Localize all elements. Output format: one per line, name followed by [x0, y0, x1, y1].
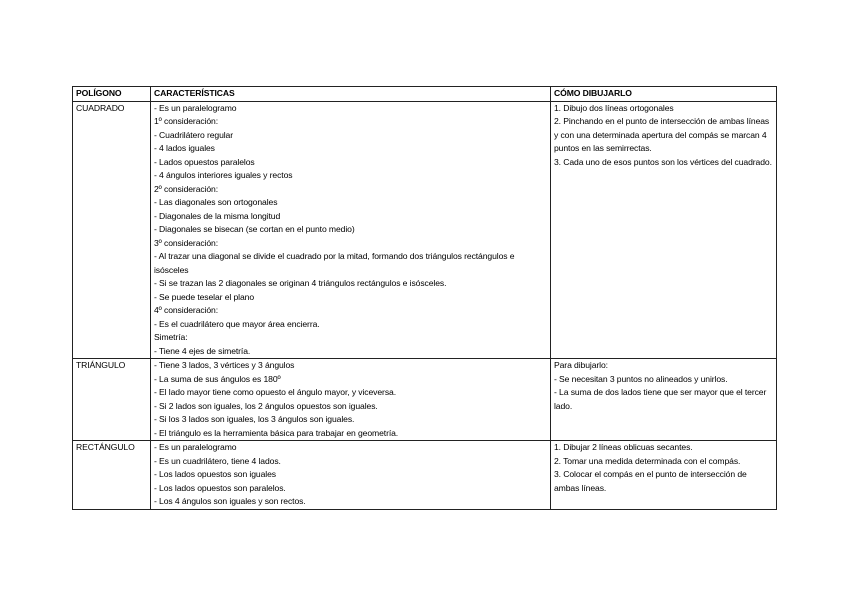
characteristic-line: 4º consideración:	[154, 305, 219, 315]
drawing-steps-cell	[551, 101, 777, 359]
characteristic-line: - Si los 3 lados son iguales, los 3 ángulos son iguales.	[154, 414, 355, 424]
polygon-name: CUADRADO	[76, 102, 125, 113]
characteristic-line: - 4 lados iguales	[154, 143, 215, 153]
drawing-step: 3. Colocar el compás en el punto de intersección de ambas líneas.	[554, 469, 747, 493]
characteristic-line: 2º consideración:	[154, 183, 219, 194]
drawing-step: 1. Dibujo dos líneas ortogonales	[554, 102, 674, 113]
characteristic-line: - Al trazar una diagonal se divide el cuadrado por la mitad, formando dos triángulos rectángulos e isósceles	[154, 251, 515, 275]
characteristic-line: 1º consideración:	[154, 116, 219, 126]
drawing-step: - Se necesitan 3 puntos no alineados y unirlos.	[554, 373, 728, 384]
drawing-step: Para dibujarlo:	[554, 360, 608, 370]
characteristic-line: - Las diagonales son ortogonales	[154, 197, 278, 207]
drawing-steps-cell	[551, 441, 777, 510]
polygon-name-cell	[73, 101, 151, 359]
characteristic-line: - Los 4 ángulos son iguales y son rectos.	[154, 496, 306, 506]
characteristic-line: - Tiene 3 lados, 3 vértices y 3 ángulos	[154, 360, 295, 370]
characteristic-line: - Cuadrilátero regular	[154, 129, 234, 140]
characteristic-line: - Lados opuestos paralelos	[154, 156, 255, 167]
characteristics-cell	[151, 359, 551, 441]
characteristic-line: - Diagonales se bisecan (se cortan en el punto medio)	[154, 224, 355, 234]
drawing-step: 3. Cada uno de esos puntos son los vértices del cuadrado.	[554, 156, 772, 167]
characteristic-line: - Si se trazan las 2 diagonales se originan 4 triángulos rectángulos e isósceles.	[154, 278, 447, 288]
characteristic-line: - Si 2 lados son iguales, los 2 ángulos opuestos son iguales.	[154, 400, 378, 411]
table-body	[73, 101, 777, 509]
characteristic-line: - Es un cuadrilátero, tiene 4 lados.	[154, 455, 281, 466]
characteristic-line: - La suma de sus ángulos es 180º	[154, 373, 281, 384]
table-row	[73, 359, 777, 441]
header-caracteristicas: CARACTERÍSTICAS	[151, 87, 551, 102]
characteristics-cell	[151, 101, 551, 359]
characteristics-cell	[151, 441, 551, 510]
characteristic-line: 3º consideración:	[154, 237, 219, 248]
characteristic-line: - Es un paralelogramo	[154, 442, 237, 452]
characteristic-line: - Los lados opuestos son paralelos.	[154, 482, 286, 493]
characteristic-line: - Tiene 4 ejes de simetría.	[154, 345, 251, 356]
table-row	[73, 441, 777, 510]
table-row	[73, 101, 777, 359]
polygon-name-cell	[73, 441, 151, 510]
table-header-row	[73, 87, 777, 102]
polygon-name: RECTÁNGULO	[76, 442, 135, 452]
characteristic-line: - El triángulo es la herramienta básica para trabajar en geometría.	[154, 427, 399, 438]
header-poligono: POLÍGONO	[73, 87, 151, 102]
characteristic-line: - Es el cuadrilátero que mayor área encierra.	[154, 318, 320, 329]
characteristic-line: - Se puede teselar el plano	[154, 291, 255, 302]
drawing-step: 1. Dibujar 2 líneas oblicuas secantes.	[554, 442, 693, 452]
characteristic-line: - El lado mayor tiene como opuesto el ángulo mayor, y viceversa.	[154, 387, 396, 397]
characteristic-line: Simetría:	[154, 332, 188, 342]
polygon-name-cell	[73, 359, 151, 441]
drawing-step: 2. Pinchando en el punto de intersección de ambas líneas y con una determinada apertura del compás se marcan 4 puntos en las semirrectas.	[554, 116, 770, 153]
characteristic-line: - Es un paralelogramo	[154, 102, 237, 113]
characteristic-line: - 4 ángulos interiores iguales y rectos	[154, 170, 293, 180]
polygon-name: TRIÁNGULO	[76, 360, 126, 370]
characteristic-line: - Diagonales de la misma longitud	[154, 210, 281, 221]
polygon-table	[72, 86, 777, 510]
characteristic-line: - Los lados opuestos son iguales	[154, 469, 276, 479]
drawing-step: 2. Tomar una medida determinada con el compás.	[554, 455, 741, 466]
header-como-dibujarlo: CÓMO DIBUJARLO	[551, 87, 777, 102]
drawing-step: - La suma de dos lados tiene que ser mayor que el tercer lado.	[554, 387, 767, 411]
drawing-steps-cell	[551, 359, 777, 441]
